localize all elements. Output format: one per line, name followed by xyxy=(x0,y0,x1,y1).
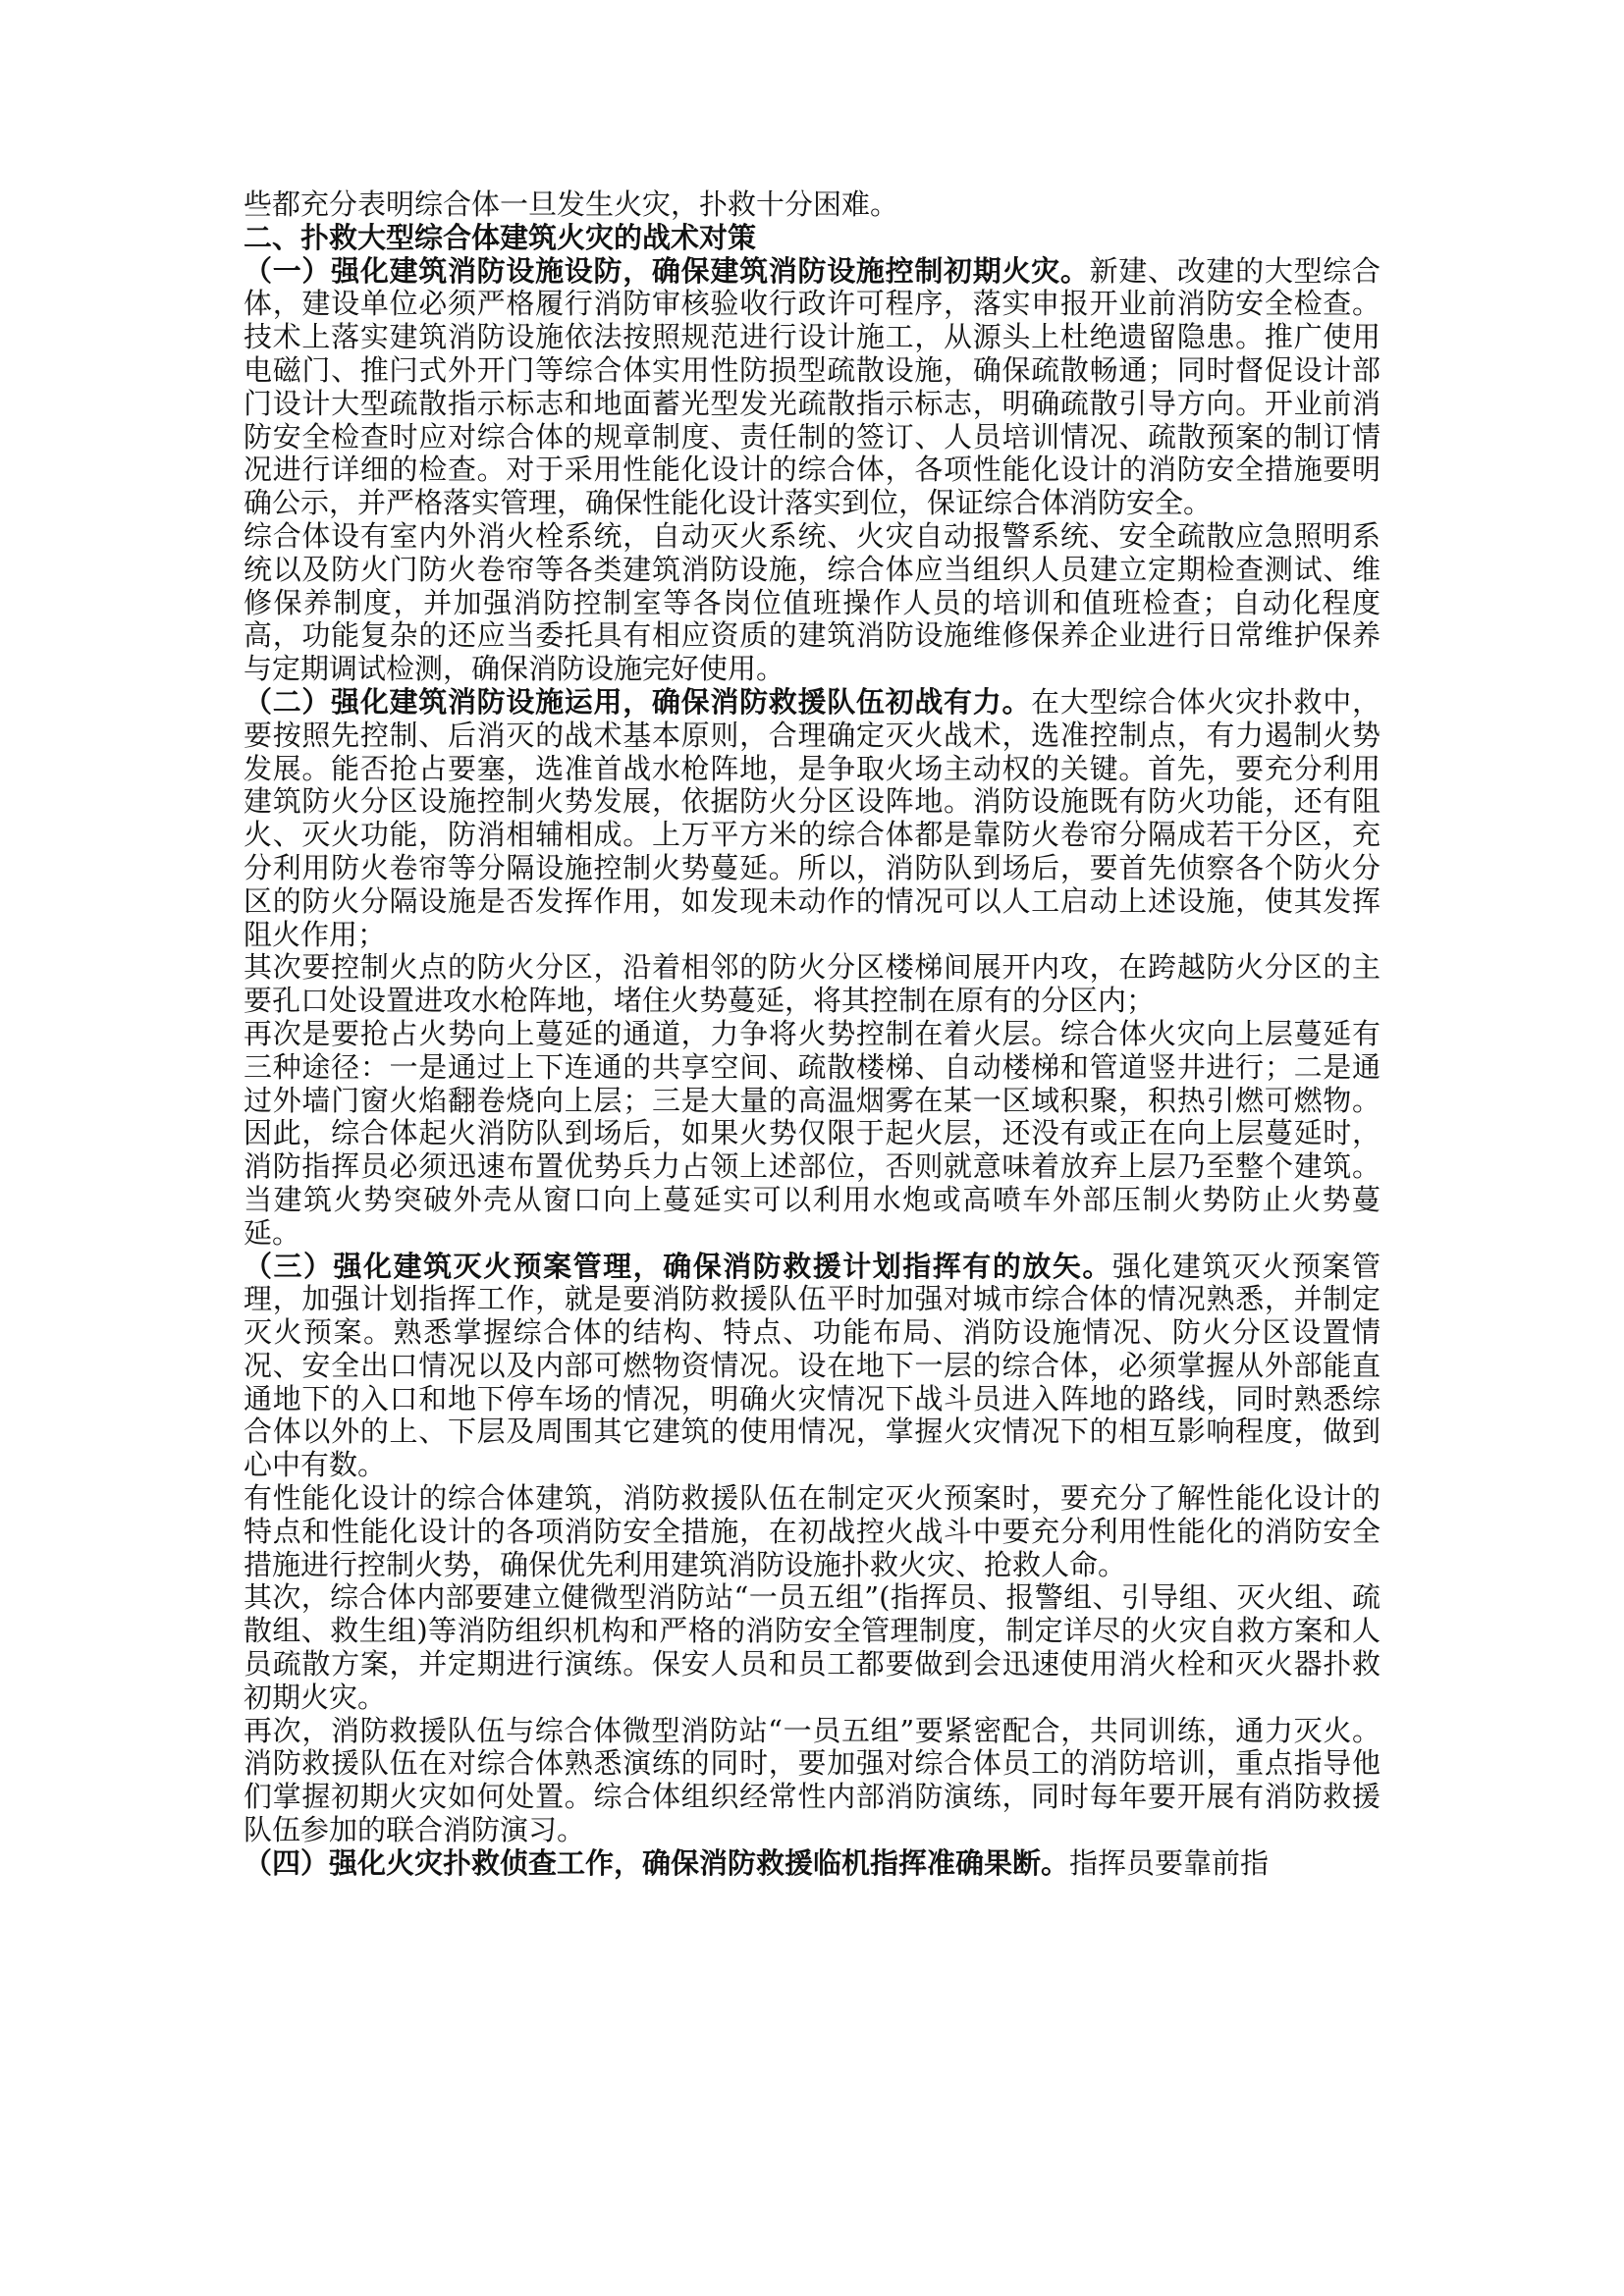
subsection-3-paragraph-3: 其次，综合体内部要建立健微型消防站“一员五组”(指挥员、报警组、引导组、灭火组、疏散组、救生组)等消防组织机构和严格的消防安全管理制度，制定详尽的火灾自救方案和人员疏散方案，并定期进行演练。保安人员和员工都要做到会迅速使用消火栓和灭火器扑救初期火灾。 xyxy=(244,1580,1380,1714)
lead-paragraph: 些都充分表明综合体一旦发生火灾，扑救十分困难。 xyxy=(244,187,899,221)
subsection-1-text-1: 新建、改建的大型综合体，建设单位必须严格履行消防审核验收行政许可程序，落实申报开业前消防安全检查。技术上落实建筑消防设施依法按照规范进行设计施工，从源头上杜绝遗留隐患。推广使用电磁门、推闩式外开门等综合体实用性防损型疏散设施，确保疏散畅通；同时督促设计部门设计大型疏散指示标志和地面蓄光型发光疏散指示标志，明确疏散引导方向。开业前消防安全检查时应对综合体的规章制度、责任制的签订、人员培训情况、疏散预案的制订情况进行详细的检查。对于采用性能化设计的综合体，各项性能化设计的消防安全措施要明确公示，并严格落实管理，确保性能化设计落实到位，保证综合体消防安全。 xyxy=(244,253,1380,520)
subsection-2-paragraph-3: 再次是要抢占火势向上蔓延的通道，力争将火势控制在着火层。综合体火灾向上层蔓延有三种途径：一是通过上下连通的共享空间、疏散楼梯、自动楼梯和管道竖井进行；二是通过外墙门窗火焰翻卷烧向上层；三是大量的高温烟雾在某一区域积聚，积热引燃可燃物。因此，综合体起火消防队到场后，如果火势仅限于起火层，还没有或正在向上层蔓延时，消防指挥员必须迅速布置优势兵力占领上述部位，否则就意味着放弃上层乃至整个建筑。当建筑火势突破外壳从窗口向上蔓延实可以利用水炮或高喷车外部压制火势防止火势蔓延。 xyxy=(244,1016,1380,1250)
subsection-3-paragraph-4: 再次，消防救援队伍与综合体微型消防站“一员五组”要紧密配合，共同训练，通力灭火。消防救援队伍在对综合体熟悉演练的同时，要加强对综合体员工的消防培训，重点指导他们掌握初期火灾如何处置。综合体组织经常性内部消防演练，同时每年要开展有消防救援队伍参加的联合消防演习。 xyxy=(244,1713,1380,1847)
section-heading: 二、扑救大型综合体建筑火灾的战术对策 xyxy=(244,220,757,254)
subsection-3-heading: （三）强化建筑灭火预案管理，确保消防救援计划指挥有的放矢。 xyxy=(244,1249,1112,1283)
subsection-3-paragraph-2: 有性能化设计的综合体建筑，消防救援队伍在制定灭火预案时，要充分了解性能化设计的特点和性能化设计的各项消防安全措施，在初战控火战斗中要充分利用性能化的消防安全措施进行控制火势，确保优先利用建筑消防设施扑救火灾、抢救人命。 xyxy=(244,1481,1380,1581)
subsection-1-paragraph-1 xyxy=(244,255,1380,520)
subsection-2-paragraph-1 xyxy=(244,686,1380,951)
document-page xyxy=(244,188,1380,1881)
subsection-1-heading: （一）强化建筑消防设施设防，确保建筑消防设施控制初期火灾。 xyxy=(244,253,1090,288)
subsection-2-paragraph-2: 其次要控制火点的防火分区，沿着相邻的防火分区楼梯间展开内攻，在跨越防火分区的主要孔口处设置进攻水枪阵地，堵住火势蔓延，将其控制在原有的分区内； xyxy=(244,950,1380,1018)
subsection-1-paragraph-2: 综合体设有室内外消火栓系统，自动灭火系统、火灾自动报警系统、安全疏散应急照明系统以及防火门防火卷帘等各类建筑消防设施，综合体应当组织人员建立定期检查测试、维修保养制度，并加强消防控制室等各岗位值班操作人员的培训和值班检查；自动化程度高，功能复杂的还应当委托具有相应资质的建筑消防设施维修保养企业进行日常维护保养与定期调试检测，确保消防设施完好使用。 xyxy=(244,518,1380,686)
subsection-4-text-1: 指挥员要靠前指 xyxy=(1069,1845,1270,1880)
subsection-4-heading: （四）强化火灾扑救侦查工作，确保消防救援临机指挥准确果断。 xyxy=(244,1845,1070,1880)
subsection-2-heading: （二）强化建筑消防设施运用，确保消防救援队伍初战有力。 xyxy=(244,684,1032,719)
subsection-4-paragraph-1 xyxy=(244,1847,1380,1881)
subsection-2-text-1: 在大型综合体火灾扑救中，要按照先控制、后消灭的战术基本原则，合理确定灭火战术，选准控制点，有力遏制火势发展。能否抢占要塞，选准首战水枪阵地，是争取火场主动权的关键。首先，要充分利用建筑防火分区设施控制火势发展，依据防火分区设阵地。消防设施既有防火功能，还有阻火、灭火功能，防消相辅相成。上万平方米的综合体都是靠防火卷帘分隔成若干分区，充分利用防火卷帘等分隔设施控制火势蔓延。所以，消防队到场后，要首先侦察各个防火分区的防火分隔设施是否发挥作用，如发现未动作的情况可以人工启动上述设施，使其发挥阻火作用； xyxy=(244,684,1380,951)
subsection-3-text-1: 强化建筑灭火预案管理，加强计划指挥工作，就是要消防救援队伍平时加强对城市综合体的情况熟悉，并制定灭火预案。熟悉掌握综合体的结构、特点、功能布局、消防设施情况、防火分区设置情况、安全出口情况以及内部可燃物资情况。设在地下一层的综合体，必须掌握从外部能直通地下的入口和地下停车场的情况，明确火灾情况下战斗员进入阵地的路线，同时熟悉综合体以外的上、下层及周围其它建筑的使用情况，掌握火灾情况下的相互影响程度，做到心中有数。 xyxy=(244,1249,1380,1482)
subsection-3-paragraph-1 xyxy=(244,1251,1380,1483)
